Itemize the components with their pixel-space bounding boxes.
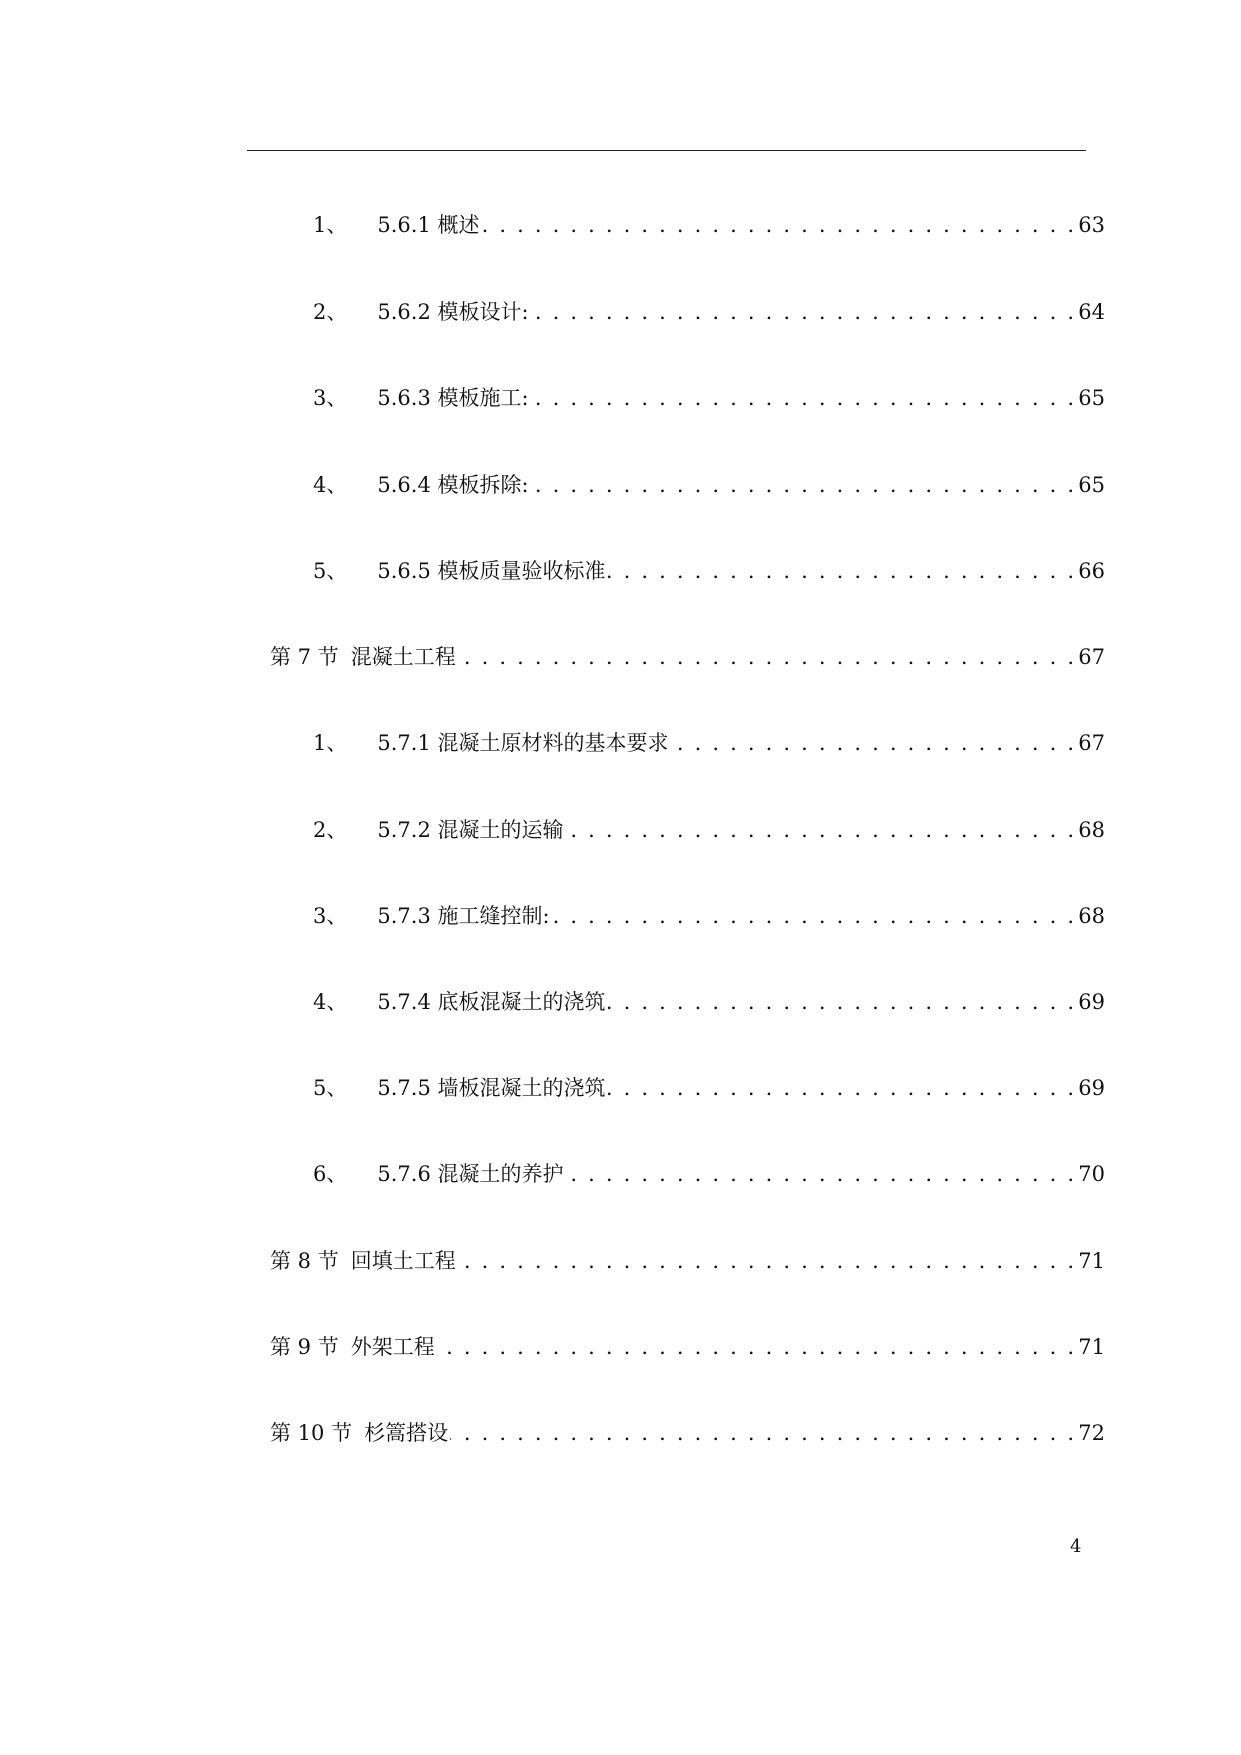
toc-entry-page: 65 [1078, 473, 1105, 497]
toc-dot-leader [565, 810, 1076, 850]
toc-entry-number: 第 8 节 [270, 1249, 339, 1273]
toc-dot-leader [450, 1413, 1076, 1453]
toc-entry-title: 5.7.3 施工缝控制: [377, 904, 550, 928]
toc-dot-leader [607, 982, 1076, 1022]
toc-entry-page: 64 [1078, 300, 1105, 324]
toc-entry-title: 5.7.2 混凝土的运输 [377, 818, 564, 842]
toc-entry-number: 第 7 节 [270, 645, 339, 669]
toc-entry-5-7-6[interactable] [313, 1154, 1105, 1194]
toc-entry-5-7-5[interactable] [313, 1068, 1105, 1108]
toc-entry-number: 第 9 节 [270, 1335, 339, 1359]
toc-entry-title: 5.7.4 底板混凝土的浇筑 [377, 990, 606, 1014]
toc-dot-leader [607, 551, 1076, 591]
toc-dot-leader [565, 1154, 1076, 1194]
toc-entry-number: 3、 [313, 386, 348, 410]
toc-entry-page: 72 [1078, 1421, 1105, 1445]
toc-entry-number: 2、 [313, 300, 348, 324]
toc-entry-5-6-4[interactable] [313, 465, 1105, 505]
toc-entry-number: 1、 [313, 213, 348, 237]
toc-dot-leader [531, 292, 1077, 332]
toc-entry-title: 5.6.4 模板拆除: [377, 473, 529, 497]
toc-entry-section-10[interactable] [270, 1413, 1105, 1453]
toc-entry-section-7[interactable] [270, 637, 1105, 677]
toc-entry-page: 71 [1078, 1249, 1105, 1273]
toc-entry-5-7-3[interactable] [313, 896, 1105, 936]
toc-entry-number: 4、 [313, 473, 348, 497]
toc-entry-title: 混凝土工程 [350, 645, 456, 669]
toc-entry-page: 71 [1078, 1335, 1105, 1359]
toc-entry-number: 4、 [313, 990, 348, 1014]
toc-entry-section-8[interactable] [270, 1241, 1105, 1281]
toc-entry-title: 5.7.5 墙板混凝土的浇筑 [377, 1076, 606, 1100]
toc-entry-title: 5.6.3 模板施工: [377, 386, 529, 410]
toc-entry-5-6-1[interactable] [313, 205, 1105, 245]
toc-entry-section-9[interactable] [270, 1327, 1105, 1367]
toc-entry-number: 5、 [313, 1076, 348, 1100]
toc-dot-leader [531, 465, 1077, 505]
toc-entry-number: 第 10 节 [270, 1421, 353, 1445]
toc-entry-page: 69 [1078, 990, 1105, 1014]
toc-entry-page: 63 [1078, 213, 1105, 237]
page-number: 4 [1070, 1536, 1082, 1557]
toc-dot-leader [458, 1241, 1077, 1281]
toc-dot-leader [481, 205, 1076, 245]
toc-entry-title: 回填土工程 [350, 1249, 456, 1273]
toc-entry-number: 3、 [313, 904, 348, 928]
toc-entry-page: 69 [1078, 1076, 1105, 1100]
toc-entry-title: 5.7.1 混凝土原材料的基本要求 [377, 731, 669, 755]
toc-entry-page: 70 [1078, 1162, 1105, 1186]
toc-dot-leader [437, 1327, 1077, 1367]
toc-entry-title: 5.6.2 模板设计: [377, 300, 529, 324]
toc-entry-number: 2、 [313, 818, 348, 842]
toc-entry-title: 杉篙搭设 [364, 1421, 449, 1445]
toc-entry-title: 外架工程 [350, 1335, 435, 1359]
toc-entry-5-7-4[interactable] [313, 982, 1105, 1022]
toc-entry-title: 5.7.6 混凝土的养护 [377, 1162, 564, 1186]
toc-entry-5-7-2[interactable] [313, 810, 1105, 850]
toc-entry-page: 67 [1078, 645, 1105, 669]
toc-dot-leader [670, 723, 1076, 763]
toc-entry-5-6-2[interactable] [313, 292, 1105, 332]
toc-dot-leader [458, 637, 1077, 677]
toc-dot-leader [531, 378, 1077, 418]
toc-dot-leader [607, 1068, 1076, 1108]
toc-entry-page: 68 [1078, 904, 1105, 928]
toc-entry-5-6-5[interactable] [313, 551, 1105, 591]
toc-entry-page: 68 [1078, 818, 1105, 842]
toc-dot-leader [552, 896, 1077, 936]
toc-entry-number: 5、 [313, 559, 348, 583]
toc-entry-page: 67 [1078, 731, 1105, 755]
toc-entry-5-7-1[interactable] [313, 723, 1105, 763]
toc-entry-page: 65 [1078, 386, 1105, 410]
toc-entry-title: 5.6.5 模板质量验收标准 [377, 559, 606, 583]
toc-entry-number: 1、 [313, 731, 348, 755]
toc-entry-5-6-3[interactable] [313, 378, 1105, 418]
toc-entry-title: 5.6.1 概述 [377, 213, 480, 237]
toc-entry-page: 66 [1078, 559, 1105, 583]
toc-entry-number: 6、 [313, 1162, 348, 1186]
